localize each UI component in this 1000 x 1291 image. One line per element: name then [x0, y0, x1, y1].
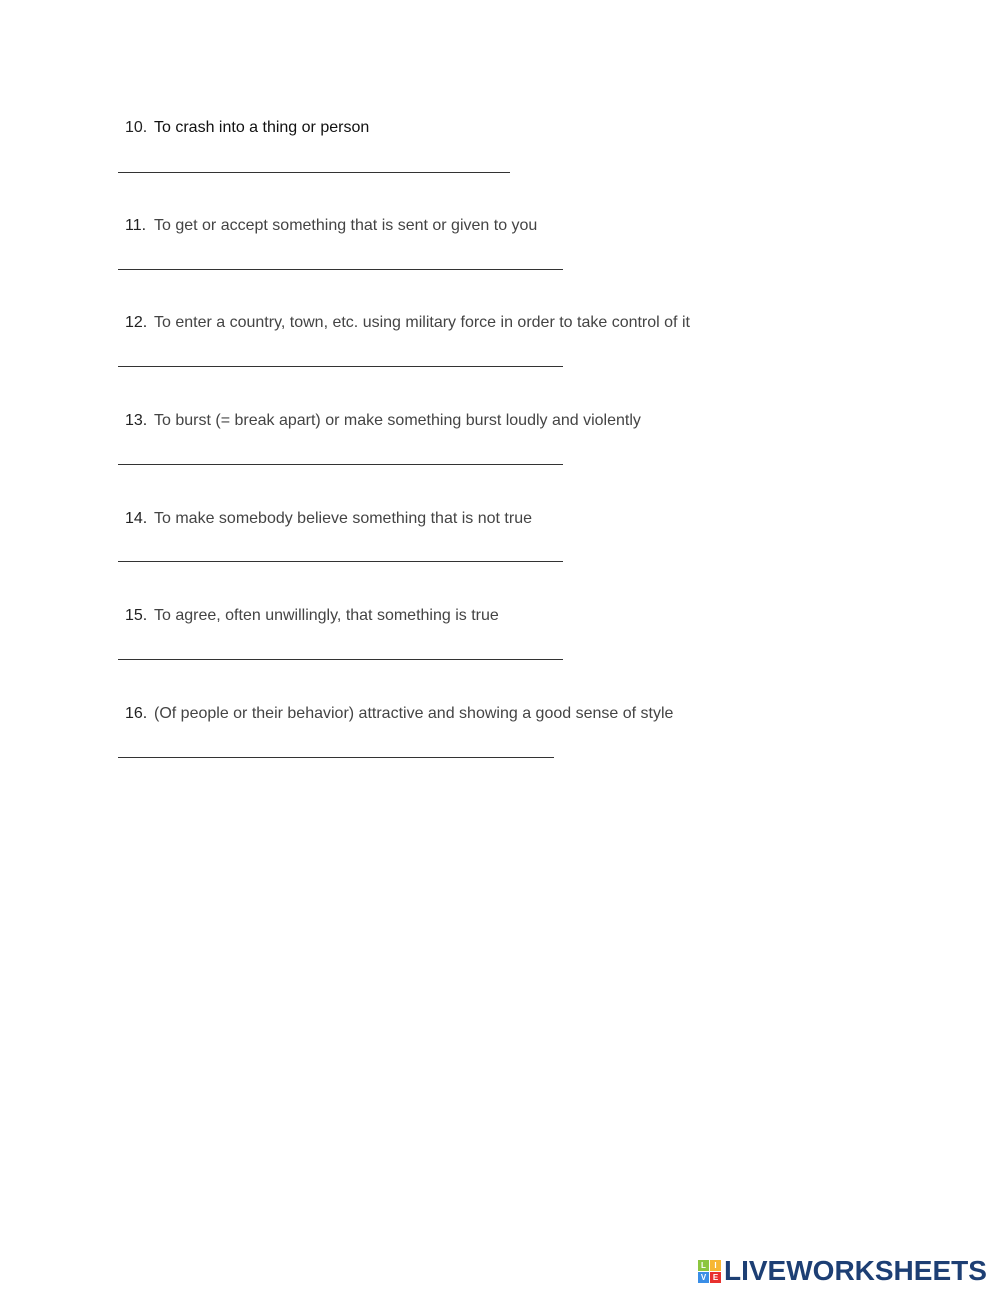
question-text: To get or accept something that is sent or given to you: [154, 217, 538, 234]
question-text: To burst (= break apart) or make something burst loudly and violently: [154, 412, 641, 429]
question-12: [125, 314, 690, 332]
logo-block: I: [710, 1260, 721, 1271]
question-11: [125, 217, 537, 235]
question-text: To crash into a thing or person: [154, 119, 370, 136]
answer-line-14[interactable]: [118, 561, 563, 562]
question-13: [125, 412, 641, 430]
answer-line-10[interactable]: [118, 172, 510, 173]
logo-block: E: [710, 1272, 721, 1283]
question-16: [125, 705, 673, 723]
question-number: 14.: [125, 510, 148, 527]
logo-text: LIVEWORKSHEETS: [724, 1255, 987, 1286]
question-text: (Of people or their behavior) attractive and showing a good sense of style: [154, 705, 674, 722]
question-number: 16.: [125, 705, 148, 722]
question-number: 15.: [125, 607, 148, 624]
logo-block: L: [698, 1260, 709, 1271]
question-text: To make somebody believe something that is not true: [154, 510, 532, 527]
answer-line-13[interactable]: [118, 464, 563, 465]
answer-line-16[interactable]: [118, 757, 554, 758]
answer-line-11[interactable]: [118, 269, 563, 270]
answer-line-15[interactable]: [118, 659, 563, 660]
question-number: 11.: [125, 217, 147, 234]
question-number: 10.: [125, 119, 148, 136]
logo-blocks-icon: [698, 1260, 721, 1283]
question-text: To agree, often unwillingly, that something is true: [154, 607, 499, 624]
question-number: 12.: [125, 314, 148, 331]
answer-line-12[interactable]: [118, 366, 563, 367]
question-14: [125, 510, 532, 528]
liveworksheets-logo: [698, 1255, 987, 1286]
logo-block: V: [698, 1272, 709, 1283]
question-10: [125, 119, 369, 137]
question-15: [125, 607, 499, 625]
question-text: To enter a country, town, etc. using military force in order to take control of it: [154, 314, 690, 331]
question-number: 13.: [125, 412, 148, 429]
